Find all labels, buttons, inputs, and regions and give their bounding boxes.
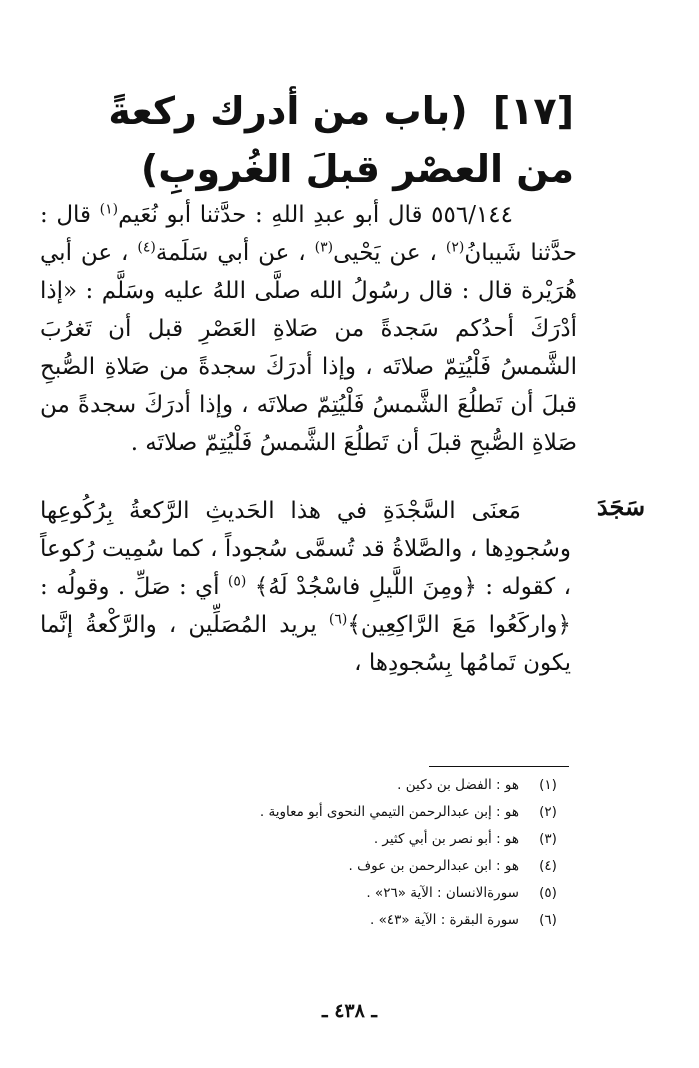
footnote-item (40, 771, 577, 798)
footnote-ref-2[interactable]: (٢) (445, 239, 465, 256)
footnote-item (40, 852, 577, 879)
chapter-number: [١٧] (492, 89, 574, 133)
hadith-isnad-4: ، عن أبي سَلَمة (155, 240, 306, 266)
chapter-heading (40, 82, 574, 198)
footnote-number: (٤) (539, 857, 557, 874)
hadith-isnad-2: قال : حدَّثنا شَيبانُ (40, 202, 577, 266)
footnotes (40, 771, 577, 933)
footnote-number: (٦) (539, 911, 557, 928)
footnote-item (40, 798, 577, 825)
hadith-matn: ، عن أبي هُرَيْرة قال : قال رسُولُ الله صلَّى اللهُ عليه وسَلَّم : «إذا أدْرَكَ أحدُكم سَجدةً من صَلاةِ العَصْرِ قبل أن تَغرُبَ الشَّمسُ فَلْيُتِمّ صلاتَه ، وإذا أدرَكَ سجدةً من صَلاةِ الصُّبحِ قبلَ أن تَطلُعَ الشَّمسُ فَلْيُتِمّ صلاتَه ، وإذا أدرَكَ سجدةً من صَلاةِ الصُّبحِ قبلَ أن تَطلُعَ الشَّمسُ فَلْيُتِمّ صلاتَه . (40, 240, 577, 456)
footnote-text: هو : إبن عبدالرحمن التيمي النحوى أبو معاوية . (259, 803, 519, 820)
footnote-ref-6[interactable]: (٦) (328, 611, 348, 628)
footnote-divider (429, 766, 569, 767)
gloss-text-3: يريد المُصَلِّين ، والرَّكْعةُ إنَّما يكون تَمامُها بِسُجودِها ، (40, 612, 571, 676)
footnote-text: هو : ابن عبدالرحمن بن عوف . (348, 857, 519, 874)
gloss-text (40, 492, 571, 682)
hadith-text (40, 196, 577, 462)
hadith-number: ٥٥٦/١٤٤ (431, 202, 514, 228)
footnote-item (40, 879, 577, 906)
hadith-isnad-3: ، عن يَحْيى (333, 240, 437, 266)
footnote-text: سورةالانسان : الآية «٢٦» . (366, 884, 519, 901)
gloss-text-1: مَعنَى السَّجْدَةِ في هذا الحَديثِ الرَّكعةُ بِرُكُوعِها وسُجودِها ، والصَّلاةُ قد تُسمَّى سُجوداً ، كما سُمِيت رُكوعاً ، كقوله : ﴿ومِنَ اللَّيلِ فاسْجُدْ لَهُ﴾ (40, 498, 572, 600)
footnote-ref-5[interactable]: (٥) (227, 573, 247, 590)
footnote-item (40, 906, 577, 933)
page-number: ـ ٤٣٨ ـ (322, 1000, 377, 1022)
footnote-text: هو : أبو نصر بن أبي كثير . (373, 830, 519, 847)
footnote-number: (٥) (539, 884, 557, 901)
footnote-text: هو : الفضل بن دكين . (397, 776, 519, 793)
chapter-title: (باب من أدرك ركعةً من العصْر قبلَ الغُروبِ) (108, 89, 574, 191)
footnote-number: (٣) (539, 830, 557, 847)
hadith-paragraph (40, 196, 577, 462)
footnote-item (40, 825, 577, 852)
footnote-text: سورة البقرة : الآية «٤٣» . (370, 911, 519, 928)
footnote-number: (٢) (539, 803, 557, 820)
hadith-isnad-1: قال أبو عبدِ اللهِ : حدَّثنا أبو نُعَيم (118, 202, 423, 228)
footnote-ref-4[interactable]: (٤) (137, 239, 156, 256)
gloss-term: سَجَدَ (596, 492, 646, 521)
footnote-ref-1[interactable]: (١) (99, 201, 119, 218)
gloss-text-2: أي : صَلِّ . وقولُه : ﴿واركَعُوا مَعَ الرَّاكِعِين﴾ (40, 574, 571, 638)
gloss-paragraph (40, 492, 571, 682)
footnote-ref-3[interactable]: (٣) (314, 239, 334, 256)
footnote-number: (١) (539, 776, 557, 793)
